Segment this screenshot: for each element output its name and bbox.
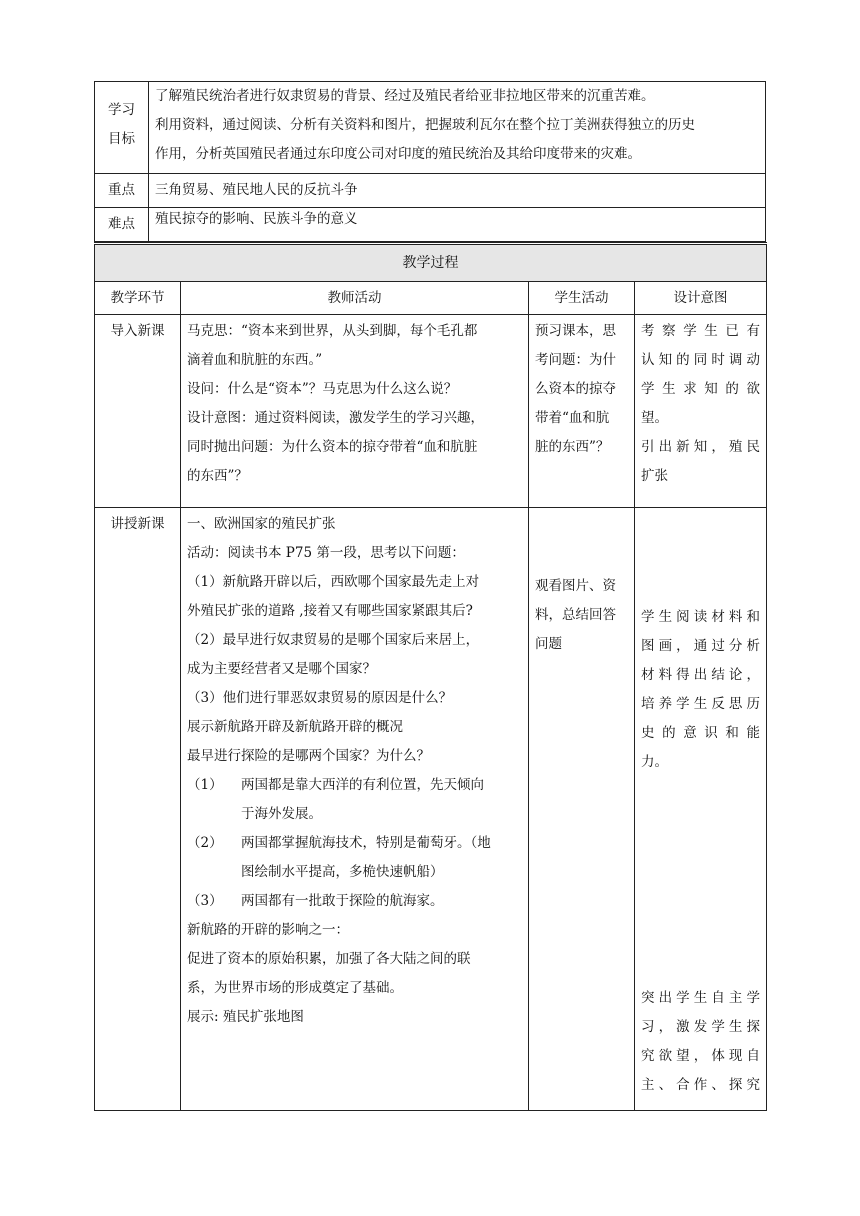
objectives-label: 学习 目标 <box>95 82 149 174</box>
objective-line: 利用资料，通过阅读、分析有关资料和图片，把握玻利瓦尔在整个拉丁美洲获得独立的历史 <box>155 117 695 133</box>
header-stage: 教学环节 <box>95 282 181 315</box>
lecture-intent: 学生阅读材料和 图画，通过分析 材料得出结论， 培养学生反思历 史的意识和能 力。 突出学生自主学 习，激发学生探 究欲望，体现自 主、合作、探究 <box>635 508 767 1111</box>
objectives-text <box>149 82 766 174</box>
lecture-teacher: 一、欧洲国家的殖民扩张 活动：阅读书本 P75 第一段，思考以下问题： （1）新航路开辟以后，西欧哪个国家最先走上对 外殖民扩张的道路 ,接着又有哪些国家紧跟其后? （2）最早进行奴隶贸易的是哪个国家后来居上， 成为主要经营者又是哪个国家？ （3）他们进行罪恶奴隶贸易的原因是什么？ 展示新航路开辟及新航路开辟的概况 最早进行探险的是哪两个国家？为什么？ （1） 两国都是靠大西洋的有利位置，先天倾向 于海外发展。 （2） 两国都掌握航海技术，特别是葡萄牙。（地 图绘制水平提高，多桅快速帆船） （3） 两国都有一批敢于探险的航海家。 新航路的开辟的影响之一： 促进了资本的原始积累，加强了各大陆之间的联 系，为世界市场的形成奠定了基础。 展示: 殖民扩张地图 <box>181 508 529 1111</box>
lecture-student: 观看图片、资 料，总结回答 问题 <box>529 508 635 1111</box>
objectives-table <box>94 81 766 242</box>
objectives-row <box>95 82 766 174</box>
key-point-row <box>95 174 766 208</box>
objective-line: 作用，分析英国殖民者通过东印度公司对印度的殖民统治及其给印度带来的灾难。 <box>155 146 641 162</box>
intro-student: 预习课本，思 考问题：为什 么资本的掠夺 带着“血和肮 脏的东西”？ <box>529 315 635 508</box>
header-teacher: 教师活动 <box>181 282 529 315</box>
intro-teacher: 马克思：“资本来到世界，从头到脚，每个毛孔都 滴着血和肮脏的东西。” 设问：什么是“资本”？马克思为什么这么说？ 设计意图：通过资料阅读，激发学生的学习兴趣， 同时抛出问题：为什么资本的掠夺带着“血和肮脏 的东西”？ <box>181 315 529 508</box>
reason-1: （1） 两国都是靠大西洋的有利位置，先天倾向 <box>187 777 484 793</box>
header-intent: 设计意图 <box>635 282 767 315</box>
process-table <box>94 242 767 1111</box>
intro-row <box>95 315 767 508</box>
header-student: 学生活动 <box>529 282 635 315</box>
difficulty-label: 难点 <box>95 208 149 242</box>
difficulty-row <box>95 208 766 242</box>
lecture-stage: 讲授新课 <box>95 508 181 1111</box>
difficulty-text: 殖民掠夺的影响、民族斗争的意义 <box>149 208 766 242</box>
key-point-label: 重点 <box>95 174 149 208</box>
key-point-text: 三角贸易、殖民地人民的反抗斗争 <box>149 174 766 208</box>
process-title: 教学过程 <box>95 244 767 282</box>
process-header-row <box>95 282 767 315</box>
objective-line: 了解殖民统治者进行奴隶贸易的背景、经过及殖民者给亚非拉地区带来的沉重苦难。 <box>155 88 655 104</box>
intro-stage: 导入新课 <box>95 315 181 508</box>
lesson-plan-page <box>94 81 766 1111</box>
reason-2: （2） 两国都掌握航海技术，特别是葡萄牙。（地 <box>187 835 491 851</box>
lecture-row <box>95 508 767 1111</box>
reason-3: （3） 两国都有一批敢于探险的航海家。 <box>187 893 444 909</box>
intro-intent: 考察学生已有 认知的同时调动 学生求知的欲 望。 引出新知，殖民 扩张 <box>635 315 767 508</box>
